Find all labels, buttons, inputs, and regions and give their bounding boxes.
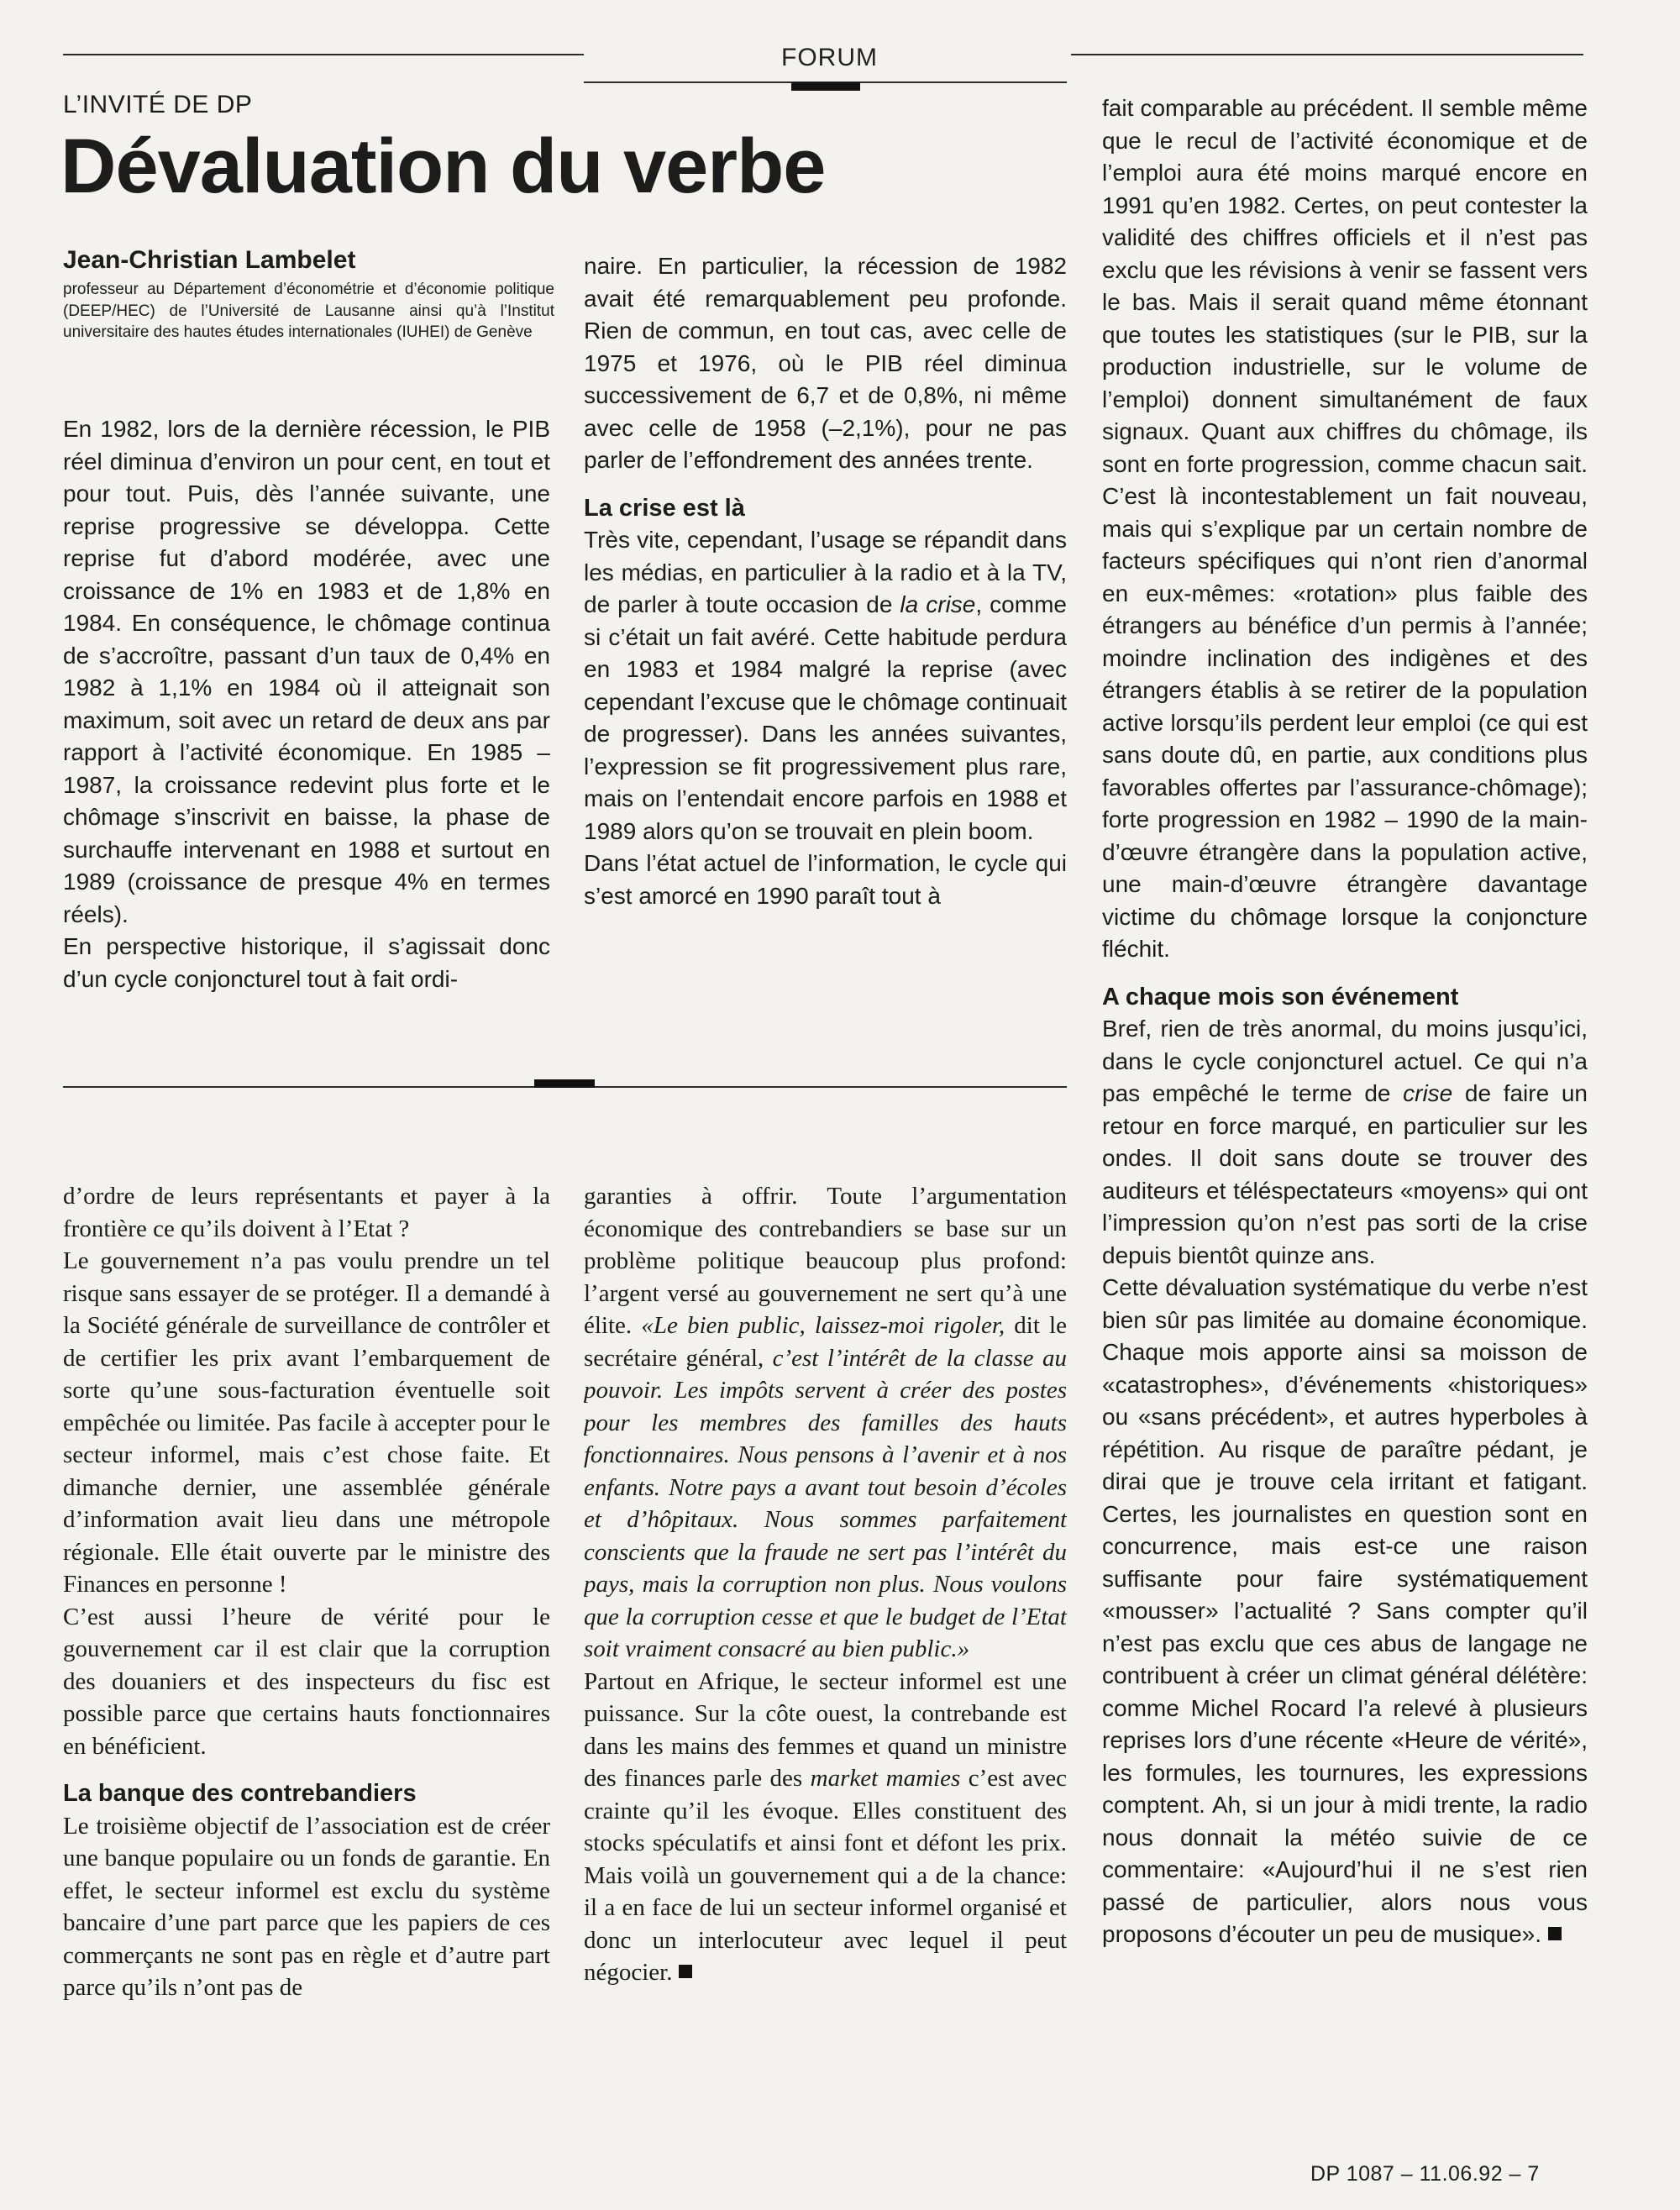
- author-block: [63, 245, 554, 344]
- article-col1-paragraph-2: En perspective historique, il s’agissait donc d’un cycle conjoncturel tout à fait ordi-: [63, 933, 550, 992]
- article-kicker: L’INVITÉ DE DP: [63, 91, 253, 118]
- header-tab-mark: [791, 82, 860, 91]
- other-article-column-1: [63, 1180, 550, 2129]
- article-column-2: [584, 250, 1067, 1035]
- other-col2-paragraph-1: garanties à offrir. Toute l’argumentation économique des contrebandiers se base sur un problème politique beaucoup plus profond: l’argent versé au gouvernement ne sert qu’à une élite. «Le bien public, laissez-moi rigoler, dit le secrétaire général, c’est l’intérêt de la classe au pouvoir. Les impôts servent à créer des postes pour les membres des familles des hauts fonctionnaires. Nous pensons à l’avenir et à nos enfants. Notre pays a avant tout besoin d’écoles et d’hôpitaux. Nous sommes parfaitement conscients que la fraude ne sert pas l’intérêt du pays, mais la corruption non plus. Nous voulons que la corruption cesse et que le budget de l’Etat soit vraiment consacré au bien public.»: [584, 1183, 1067, 1662]
- other-col2-paragraph-2: Partout en Afrique, le secteur informel est une puissance. Sur la côte ouest, la contrebande est dans les mains des femmes et quand un ministre des finances parle des market mamies c’est avec crainte qu’il les évoque. Elles constituent des stocks spéculatifs et ainsi font et défont les prix. Mais voilà un gouvernement qui a de la chance: il a en face de lui un secteur informel organisé et donc un interlocuteur avec lequel il peut négocier.: [584, 1667, 1067, 1986]
- subheading-la-banque: La banque des contrebandiers: [63, 1780, 417, 1807]
- page-footer: DP 1087 – 11.06.92 – 7: [1310, 2162, 1540, 2186]
- author-bio: professeur au Département d’économétrie et d’économie politique (DEEP/HEC) de l’Université de Lausanne ainsi qu’à l’Institut universitaire des hautes études internationales (IUHEI) de Genève: [63, 281, 554, 342]
- other-article-column-2: [584, 1180, 1067, 2129]
- subheading-a-chaque-mois: A chaque mois son événement: [1102, 983, 1459, 1011]
- section-label: FORUM: [781, 44, 878, 71]
- article-column-1: [63, 413, 550, 1035]
- header-rule-right: [1071, 54, 1583, 55]
- other-col1-paragraph-4: Le troisième objectif de l’association est de créer une banque populaire ou un fonds de garantie. En effet, le secteur informel est exclu du système bancaire d’une part parce que les papiers de ces commerçants ne sont pas en règle et d’autre part parce qu’ils n’ont pas de: [63, 1812, 550, 2001]
- other-article-end-mark: [679, 1965, 692, 1978]
- header-rule-left: [63, 54, 584, 55]
- article-col2-paragraph-2: Très vite, cependant, l’usage se répandit dans les médias, en particulier à la radio et à la TV, de parler à toute occasion de la crise, comme si c’était un fait avéré. Cette habitude perdura en 1983 et 1984 malgré la reprise (avec cependant l’excuse que le chômage continuait de progresser). Dans les années suivantes, l’expression se fit progressivement plus rare, mais on l’entendait encore parfois en 1988 et 1989 alors qu’on se trouvait en plein boom.: [584, 527, 1067, 844]
- article-end-mark: [1548, 1927, 1562, 1940]
- article-col3-paragraph-2: Bref, rien de très anormal, du moins jusqu’ici, dans le cycle conjoncturel actuel. Ce qui n’a pas empêché le terme de crise de faire un retour en force marqué, en particulier sur les ondes. Il doit sans doute se trouver des auditeurs et téléspectateurs «moyens» qui ont l’impression qu’on n’est pas sorti de la crise depuis bientôt quinze ans.: [1102, 1016, 1588, 1268]
- article-col1-paragraph-1: En 1982, lors de la dernière récession, le PIB réel diminua d’environ un pour cent, en tout et pour tout. Puis, dès l’année suivante, une reprise progressive se développa. Cette reprise fut d’abord modérée, avec une croissance de 1% en 1983 et de 1,8% en 1984. En conséquence, le chômage continua de s’accroître, passant d’un taux de 0,4% en 1982 à 1,1% en 1984 où il atteignait son maximum, soit avec un retard de deux ans par rapport à l’activité économique. En 1985 – 1987, la croissance redevint plus forte et le chômage s’inscrivit en baisse, la phase de surchauffe intervenant en 1988 et surtout en 1989 (croissance de presque 4% en termes réels).: [63, 416, 550, 927]
- other-col1-paragraph-2: Le gouvernement n’a pas voulu prendre un tel risque sans essayer de se protéger. Il a demandé à la Société générale de surveillance de contrôler et de certifier les prix avant l’embarquement de sorte qu’une sous-facturation éventuelle soit empêchée ou limitée. Pas facile à accepter pour le secteur informel, mais c’est chose faite. Et dimanche dernier, une assemblée générale d’information avait lieu dans une métropole régionale. Elle était ouverte par le ministre des Finances en personne !: [63, 1247, 550, 1598]
- article-col3-paragraph-3: Cette dévaluation systématique du verbe n’est bien sûr pas limitée au domaine économique. Chaque mois apporte ainsi sa moisson de «catastrophes», d’événements «historiques» ou «sans précédent», et autres hyperboles à répétition. Au risque de paraître pédant, je dirai que je trouve cela irritant et fatigant. Certes, les journalistes en question sont en concurrence, mais est-ce une raison suffisante pour faire systématiquement «mousser» l’actualité ? Sans compter qu’il n’est pas exclu que ces abus de langage ne contribuent à créer un climat général délétère: comme Michel Rocard l’a relevé à plusieurs reprises lors d’une récente «Heure de vérité», les formules, les tournures, les expressions comptent. Ah, si un jour à midi trente, la radio nous donnait la météo suivie de ce commentaire: «Aujourd’hui il ne s’est rien passé de particulier, alors nous vous proposons d’écouter un peu de musique».: [1102, 1274, 1588, 1947]
- article-col2-paragraph-1: naire. En particulier, la récession de 1982 avait été remarquablement peu profonde. Rien de commun, en tout cas, avec celle de 1975 et 1976, où le PIB réel diminua successivement de 6,7 et de 0,8%, ni même avec celle de 1958 (–2,1%), pour ne pas parler de l’effondrement des années trente.: [584, 253, 1067, 473]
- author-name: Jean-Christian Lambelet: [63, 246, 356, 274]
- article-col3-paragraph-1: fait comparable au précédent. Il semble même que le recul de l’activité économique et de l’emploi aura été moins marqué encore en 1991 qu’en 1982. Certes, on peut contester la validité des chiffres officiels et il n’est pas exclu que les révisions à venir se fassent vers le bas. Mais il serait quand même étonnant que toutes les statistiques (sur le PIB, sur la production industrielle, sur le volume de l’emploi) donnent simultanément de faux signaux. Quant aux chiffres du chômage, ils sont en forte progression, comme chacun sait. C’est là incontestablement un fait nouveau, mais qui s’explique par un certain nombre de facteurs spécifiques qui n’ont rien d’anormal en eux-mêmes: «rotation» plus faible des étrangers au bénéfice d’un permis à l’année; moindre inclination des indigènes et des étrangers établis à se retirer de la population active lorsqu’ils perdent leur emploi (ce qui est sans doute dû, en partie, aux conditions plus favorables offertes par l’assurance-chômage); forte progression en 1982 – 1990 de la main-d’œuvre étrangère dans la population active, une main-d’œuvre étrangère davantage victime du chômage lorsque la conjoncture fléchit.: [1102, 95, 1588, 962]
- article-headline: Dévaluation du verbe: [60, 123, 826, 209]
- other-col1-paragraph-3: C’est aussi l’heure de vérité pour le gouvernement car il est clair que la corruption des douaniers et des inspecteurs du fisc est possible parce que certains hauts fonctionnaires en bénéficient.: [63, 1603, 550, 1760]
- article-divider-tab: [534, 1079, 595, 1088]
- article-column-3: [1102, 92, 1588, 2125]
- subheading-la-crise-est-la: La crise est là: [584, 494, 745, 522]
- other-col1-paragraph-1: d’ordre de leurs représentants et payer à la frontière ce qu’ils doivent à l’Etat ?: [63, 1183, 550, 1242]
- article-col2-paragraph-3: Dans l’état actuel de l’information, le cycle qui s’est amorcé en 1990 paraît tout à: [584, 850, 1067, 909]
